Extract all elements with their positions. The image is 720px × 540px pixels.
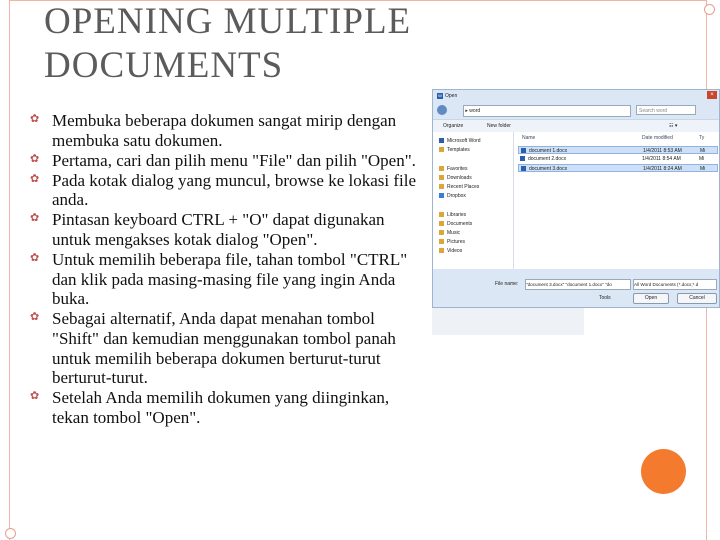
organize-button[interactable]: Organize <box>443 123 464 129</box>
dialog-toolbar <box>433 119 719 133</box>
bullet-text: Pada kotak dialog yang muncul, browse ke lokasi file anda. <box>52 170 416 210</box>
file-name: document 1.docx <box>529 148 568 154</box>
docx-icon <box>521 166 526 171</box>
navigation-pane <box>433 132 514 269</box>
nav-item[interactable] <box>439 230 460 237</box>
nav-item-label: Dropbox <box>447 193 466 199</box>
address-bar[interactable]: ▸ word <box>463 105 631 117</box>
bullet-item <box>30 171 422 210</box>
bullet-item <box>30 309 422 387</box>
nav-item-label: Pictures <box>447 239 466 245</box>
nav-item[interactable] <box>439 184 479 191</box>
close-icon[interactable]: × <box>707 91 717 99</box>
address-text: word <box>469 108 481 114</box>
docx-icon <box>521 148 526 153</box>
folder-icon <box>439 184 444 189</box>
file-list <box>514 132 719 269</box>
library-icon <box>439 212 444 217</box>
file-type: Mi <box>700 166 706 172</box>
bullet-item <box>30 151 422 171</box>
bullet-list <box>30 111 422 428</box>
file-date: 1/4/2011 8:24 AM <box>643 166 682 172</box>
orange-circle-decoration <box>641 449 686 494</box>
bullet-text: Sebagai alternatif, Anda dapat menahan tombol "Shift" dan kemudian menggunakan tombol panah untuk memilih beberapa dokumen berturut-turut berturut-turut. <box>52 309 396 388</box>
nav-item[interactable] <box>439 239 465 246</box>
bullet-icon: ✿ <box>30 113 40 125</box>
video-icon <box>439 248 444 253</box>
nav-item-label: Templates <box>447 147 470 153</box>
bullet-item <box>30 210 422 249</box>
bullet-text: Pertama, cari dan pilih menu "File" dan pilih "Open". <box>52 150 416 170</box>
nav-item[interactable] <box>439 147 470 154</box>
star-icon <box>439 166 444 171</box>
nav-item-label: Recent Places <box>447 184 480 190</box>
folder-icon <box>439 221 444 226</box>
nav-item[interactable] <box>439 175 472 182</box>
bullet-icon: ✿ <box>30 390 40 403</box>
bullet-item <box>30 388 422 427</box>
file-name-label: File name: <box>495 281 519 287</box>
file-type-filter[interactable]: All Word Documents (*.docx;*.d <box>633 279 717 290</box>
nav-item-label: Microsoft Word <box>447 138 481 144</box>
column-name[interactable]: Name <box>522 135 536 141</box>
folder-icon <box>439 147 444 152</box>
nav-item[interactable] <box>439 138 481 145</box>
dialog-title-text: Open <box>445 93 458 99</box>
bullet-item <box>30 250 422 309</box>
nav-item[interactable] <box>439 221 472 228</box>
cancel-button[interactable]: Cancel <box>677 293 717 304</box>
file-date: 1/4/2011 8:54 AM <box>642 156 681 162</box>
dialog-title <box>437 93 457 102</box>
nav-item[interactable] <box>439 193 466 200</box>
file-name: document 3.docx <box>529 166 568 172</box>
bullet-icon: ✿ <box>30 152 40 165</box>
border-ring-top <box>704 4 715 15</box>
tools-menu[interactable]: Tools <box>599 295 611 301</box>
nav-item[interactable] <box>439 248 462 255</box>
file-name: document 2.docx <box>528 156 567 162</box>
file-name-input[interactable]: "document 3.docx" "document 1.docx" "do <box>525 279 631 290</box>
bullet-icon: ✿ <box>30 212 40 225</box>
bullet-icon: ✿ <box>30 311 40 324</box>
bullet-text: Untuk memilih beberapa file, tahan tombol "CTRL" dan klik pada masing-masing file yang ingin Anda buka. <box>52 250 408 309</box>
new-folder-button[interactable]: New folder <box>487 123 511 129</box>
folder-icon <box>439 175 444 180</box>
dropbox-icon <box>439 193 444 198</box>
slide-title: OPENING MULTIPLE DOCUMENTS <box>44 1 412 86</box>
nav-item[interactable] <box>439 166 468 173</box>
nav-item-label: Libraries <box>447 212 467 218</box>
nav-item-label: Downloads <box>447 175 472 181</box>
bullet-text: Pintasan keyboard CTRL + "O" dapat digunakan untuk mengakses kotak dialog "Open". <box>52 210 385 250</box>
music-icon <box>439 230 444 235</box>
column-type[interactable]: Ty <box>699 135 705 141</box>
bullet-item <box>30 111 422 150</box>
file-row[interactable] <box>518 155 718 163</box>
border-ring-bottom <box>5 528 16 539</box>
file-type: Mi <box>699 156 705 162</box>
dialog-footer <box>433 270 719 307</box>
open-button[interactable]: Open <box>633 293 669 304</box>
nav-item-label: Favorites <box>447 166 468 172</box>
file-row[interactable] <box>518 146 718 154</box>
nav-item-label: Documents <box>447 221 473 227</box>
view-icon[interactable]: ☷ ▾ <box>669 123 678 129</box>
word-icon <box>439 138 444 143</box>
back-icon[interactable] <box>437 105 447 115</box>
file-row[interactable] <box>518 164 718 172</box>
nav-item-label: Music <box>447 230 461 236</box>
file-type: Mi <box>700 148 706 154</box>
nav-item-label: Videos <box>447 248 463 254</box>
picture-icon <box>439 239 444 244</box>
open-dialog-screenshot <box>432 89 720 308</box>
column-date[interactable]: Date modified <box>642 135 673 141</box>
bullet-text: Setelah Anda memilih dokumen yang diinginkan, tekan tombol "Open". <box>52 388 390 427</box>
nav-item[interactable] <box>439 212 466 219</box>
bullet-icon: ✿ <box>30 252 40 265</box>
docx-icon <box>520 156 525 161</box>
file-date: 1/4/2011 8:53 AM <box>643 148 682 154</box>
bullet-icon: ✿ <box>30 172 40 185</box>
slide-border-left <box>9 0 10 540</box>
search-input[interactable]: Search word <box>636 105 696 115</box>
dialog-shadow <box>432 306 584 335</box>
bullet-text: Membuka beberapa dokumen sangat mirip dengan membuka satu dokumen. <box>52 111 397 150</box>
word-icon: W <box>438 93 442 98</box>
